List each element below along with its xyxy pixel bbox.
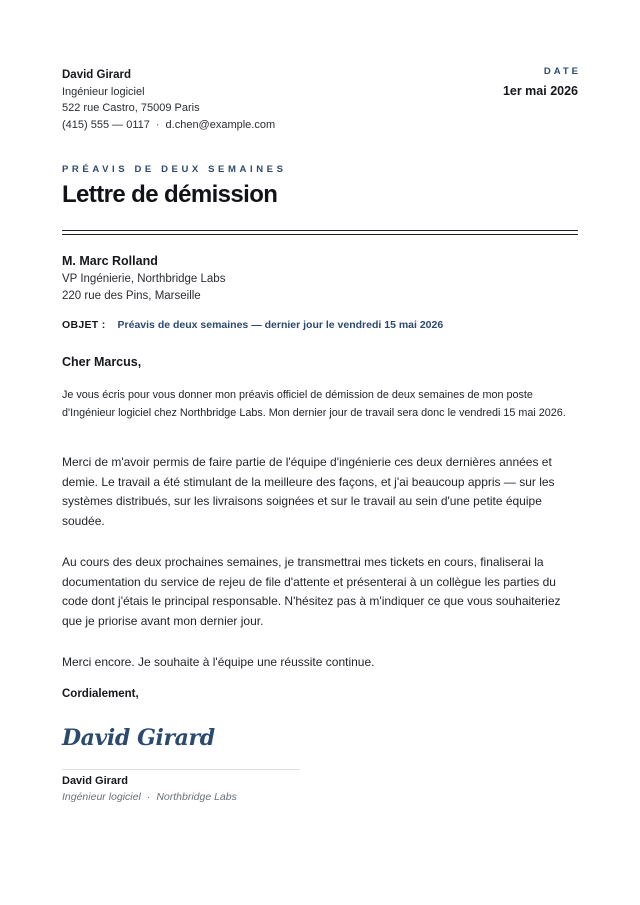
handwritten-signature: David Girard [62,725,215,751]
recipient-block [62,253,225,306]
sender-block [62,67,275,133]
sender-contact [62,117,275,134]
body-paragraph: Je vous écris pour vous donner mon préavis officiel de démission de deux semaines de mon poste d'Ingénieur logiciel chez Northbridge Labs. Mon dernier jour de travail sera donc le vendredi 15 mai 2026. [62,389,566,419]
letter-title: Lettre de démission [62,181,278,208]
sender-name: David Girard [62,69,132,81]
signature-separator: · [146,791,151,803]
date-label: DATE [543,66,581,77]
greeting: Cher Marcus, [62,355,142,369]
sender-phone: (415) 555 — 0117 [62,118,150,131]
signature-role: Ingénieur logiciel [62,791,141,803]
closing: Cordialement, [62,688,139,700]
body-paragraph: Merci encore. Je souhaite à l'équipe une réussite continue. [62,655,375,669]
title-divider-top [62,230,578,231]
signature-company: Northbridge Labs [156,791,237,803]
signature-divider [62,769,300,770]
subject-line [62,319,443,331]
body-paragraph: Merci de m'avoir permis de faire partie de l'équipe d'ingénierie ces deux dernières années et demie. Le travail a été stimulant de la meilleure des façons, et j'ai beaucoup appris — sur les systèmes distribués, sur les livraisons soignées et sur le travail au sein d'une petite équipe soudée. [62,455,555,528]
signature-meta [62,791,237,803]
body-paragraph: Au cours des deux prochaines semaines, je transmettrai mes tickets en cours, finaliserai la documentation du service de rejeu de file d'attente et présenterai à un collègue les parties du code dont j'étais le principal responsable. N'hésitez pas à m'indiquer ce que vous souhaiteriez que je priorise avant mon dernier jour. [62,555,561,628]
title-divider-bottom [62,234,578,235]
notice-eyebrow: PRÉAVIS DE DEUX SEMAINES [62,164,287,175]
sender-address: 522 rue Castro, 75009 Paris [62,102,200,114]
date-value: 1er mai 2026 [502,84,578,98]
subject-label: OBJET : [62,319,106,331]
recipient-name: M. Marc Rolland [62,254,158,268]
sender-email: d.chen@example.com [165,118,276,131]
date-block [502,66,581,98]
subject-text: Préavis de deux semaines — dernier jour le vendredi 15 mai 2026 [117,319,444,331]
recipient-position: VP Ingénierie, Northbridge Labs [62,272,226,285]
recipient-address: 220 rue des Pins, Marseille [62,290,201,302]
contact-separator: · [155,118,160,131]
sender-title: Ingénieur logiciel [62,85,145,98]
signature-name: David Girard [62,775,129,787]
